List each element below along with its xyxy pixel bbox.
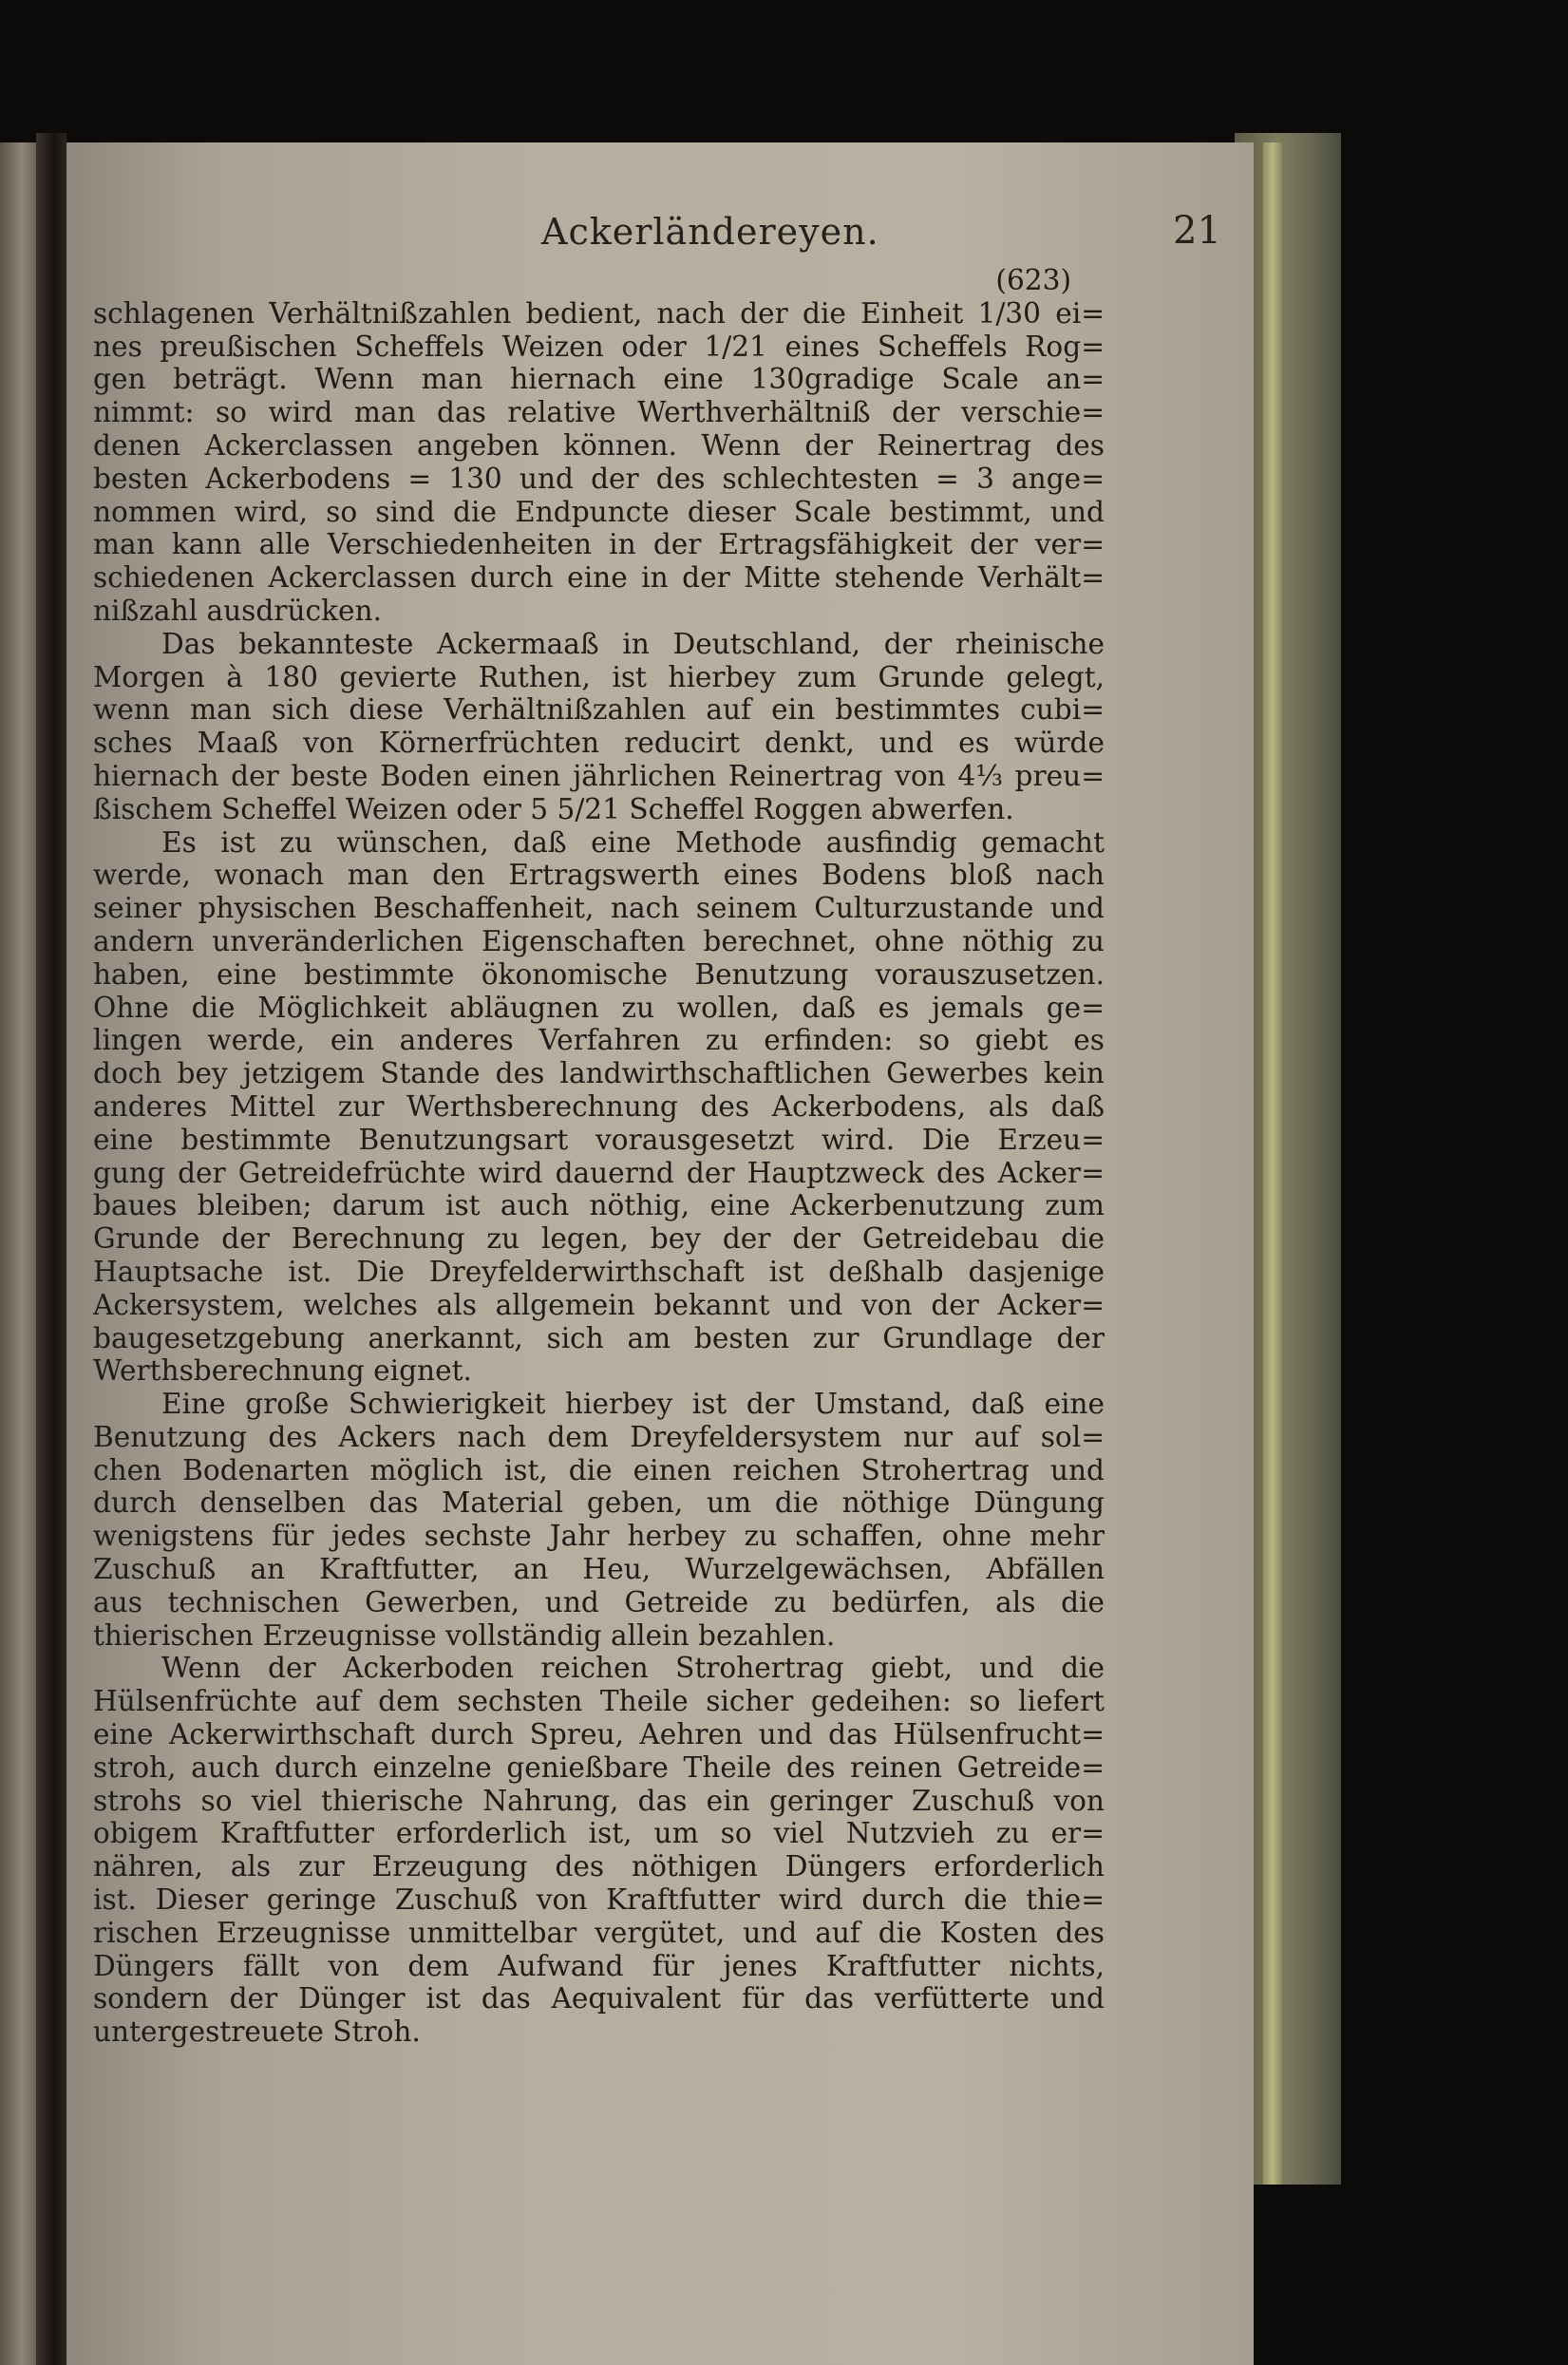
text-line: eine Ackerwirthschaft durch Spreu, Aehren und das Hülsenfrucht= (93, 1718, 1105, 1751)
text-line: (623) (995, 264, 1071, 296)
text-line: Hülsenfrüchte auf dem sechsten Theile sicher gedeihen: so liefert (93, 1685, 1105, 1718)
text-line: obigem Kraftfutter erforderlich ist, um so viel Nutzvieh zu er= (93, 1817, 1105, 1850)
text-line: Ohne die Möglichkeit abläugnen zu wollen, daß es jemals ge= (93, 991, 1105, 1024)
text-line: aus technischen Gewerben, und Getreide zu bedürfen, als die (93, 1585, 1105, 1618)
text-line: andern unveränderlichen Eigenschaften berechnet, ohne nöthig zu (93, 924, 1105, 957)
paragraph (93, 628, 1105, 826)
text-line: Hauptsache ist. Die Dreyfelderwirthschaft ist deßhalb dasjenige (93, 1255, 1105, 1288)
text-line: stroh, auch durch einzelne genießbare Theile des reinen Getreide= (93, 1750, 1105, 1784)
text-line: wenn man sich diese Verhältnißzahlen auf ein bestimmtes cubi= (93, 693, 1105, 727)
page-edges (1263, 142, 1282, 2185)
text-line: thierischen Erzeugnisse vollständig allein bezahlen. (93, 1618, 836, 1652)
text-line: denen Ackerclassen angeben können. Wenn der Reinertrag des (93, 428, 1105, 462)
text-line: Düngers fällt von dem Aufwand für jenes Kraftfutter nichts, (93, 1949, 1105, 1982)
text-line: hiernach der beste Boden einen jährlichen Reinertrag von 4⅓ preu= (93, 759, 1105, 792)
text-line: sches Maaß von Körnerfrüchten reducirt denkt, und es würde (93, 727, 1105, 760)
text-line: ist. Dieser geringe Zuschuß von Kraftfutter wird durch die thie= (93, 1883, 1105, 1917)
text-line: chen Bodenarten möglich ist, die einen reichen Strohertrag und (93, 1453, 1105, 1486)
text-line: lingen werde, ein anderes Verfahren zu erfinden: so giebt es (93, 1024, 1105, 1057)
book-gutter (36, 133, 66, 2365)
text-line: haben, eine bestimmte ökonomische Benutzung vorauszusetzen. (93, 957, 1105, 991)
text-line: nommen wird, so sind die Endpuncte dieser Scale bestimmt, und (93, 495, 1105, 528)
text-line: nimmt: so wird man das relative Werthverhältniß der verschie= (93, 396, 1105, 429)
text-line: Grunde der Berechnung zu legen, bey der der Getreidebau die (93, 1222, 1105, 1256)
text-line: nißzahl ausdrücken. (93, 594, 382, 627)
text-line: Ackersystem, welches als allgemein bekannt und von der Acker= (93, 1288, 1105, 1321)
text-line: anderes Mittel zur Werthsberechnung des Ackerbodens, als daß (93, 1089, 1105, 1123)
text-line: doch bey jetzigem Stande des landwirthschaftlichen Gewerbes kein (93, 1057, 1105, 1090)
text-line: schlagenen Verhältnißzahlen bedient, nach der die Einheit 1/30 ei= (93, 296, 1105, 330)
text-line: seiner physischen Beschaffenheit, nach seinem Culturzustande und (93, 892, 1105, 925)
text-line: wenigstens für jedes sechste Jahr herbey zu schaffen, ohne mehr (93, 1520, 1105, 1553)
text-line: Werthsberechnung eignet. (93, 1354, 472, 1388)
text-line: sondern der Dünger ist das Aequivalent für das verfütterte und (93, 1982, 1105, 2015)
text-line: Das bekannteste Ackermaaß in Deutschland, der rheinische (161, 627, 1105, 660)
text-line: Zuschuß an Kraftfutter, an Heu, Wurzelgewächsen, Abfällen (93, 1553, 1105, 1586)
text-line: Morgen à 180 gevierte Ruthen, ist hierbey zum Grunde gelegt, (93, 660, 1105, 693)
text-line: untergestreuete Stroh. (93, 2015, 421, 2049)
text-line: durch denselben das Material geben, um die nöthige Düngung (93, 1486, 1105, 1520)
paragraph (93, 826, 1105, 1389)
text-line: Wenn der Ackerboden reichen Strohertrag giebt, und die (161, 1652, 1105, 1685)
paragraph (93, 264, 1105, 628)
page-body (93, 264, 1105, 2049)
text-line: Benutzung des Ackers nach dem Dreyfeldersystem nur auf sol= (93, 1420, 1105, 1453)
text-line: gen beträgt. Wenn man hiernach eine 130gradige Scale an= (93, 363, 1105, 396)
text-line: nes preußischen Scheffels Weizen oder 1/21 eines Scheffels Rog= (93, 330, 1105, 363)
running-title: Ackerländereyen. (541, 211, 879, 253)
paragraph (93, 1388, 1105, 1652)
text-line: werde, wonach man den Ertragswerth eines Bodens bloß nach (93, 859, 1105, 892)
text-line: nähren, als zur Erzeugung des nöthigen Düngers erforderlich (93, 1850, 1105, 1883)
text-line: Eine große Schwierigkeit hierbey ist der Umstand, daß eine (161, 1388, 1105, 1421)
facing-page-edge (0, 142, 36, 2365)
text-line: baugesetzgebung anerkannt, sich am besten zur Grundlage der (93, 1321, 1105, 1354)
paragraph (93, 1652, 1105, 2049)
text-line: ßischem Scheffel Weizen oder 5 5/21 Scheffel Roggen abwerfen. (93, 792, 1014, 825)
text-line: Es ist zu wünschen, daß eine Methode ausfindig gemacht (161, 825, 1105, 859)
book-page (66, 142, 1254, 2365)
text-line: strohs so viel thierische Nahrung, das ein geringer Zuschuß von (93, 1784, 1105, 1817)
text-line: gung der Getreidefrüchte wird dauernd der Hauptzweck des Acker= (93, 1156, 1105, 1189)
text-line: baues bleiben; darum ist auch nöthig, eine Ackerbenutzung zum (93, 1189, 1105, 1222)
text-line: schiedenen Ackerclassen durch eine in der Mitte stehende Verhält= (93, 561, 1105, 595)
text-line: eine bestimmte Benutzungsart vorausgesetzt wird. Die Erzeu= (93, 1123, 1105, 1156)
text-line: rischen Erzeugnisse unmittelbar vergütet, und auf die Kosten des (93, 1916, 1105, 1949)
text-line: man kann alle Verschiedenheiten in der Ertragsfähigkeit der ver= (93, 528, 1105, 561)
page-number: 21 (1173, 209, 1221, 253)
text-line: besten Ackerbodens = 130 und der des schlechtesten = 3 ange= (93, 462, 1105, 495)
